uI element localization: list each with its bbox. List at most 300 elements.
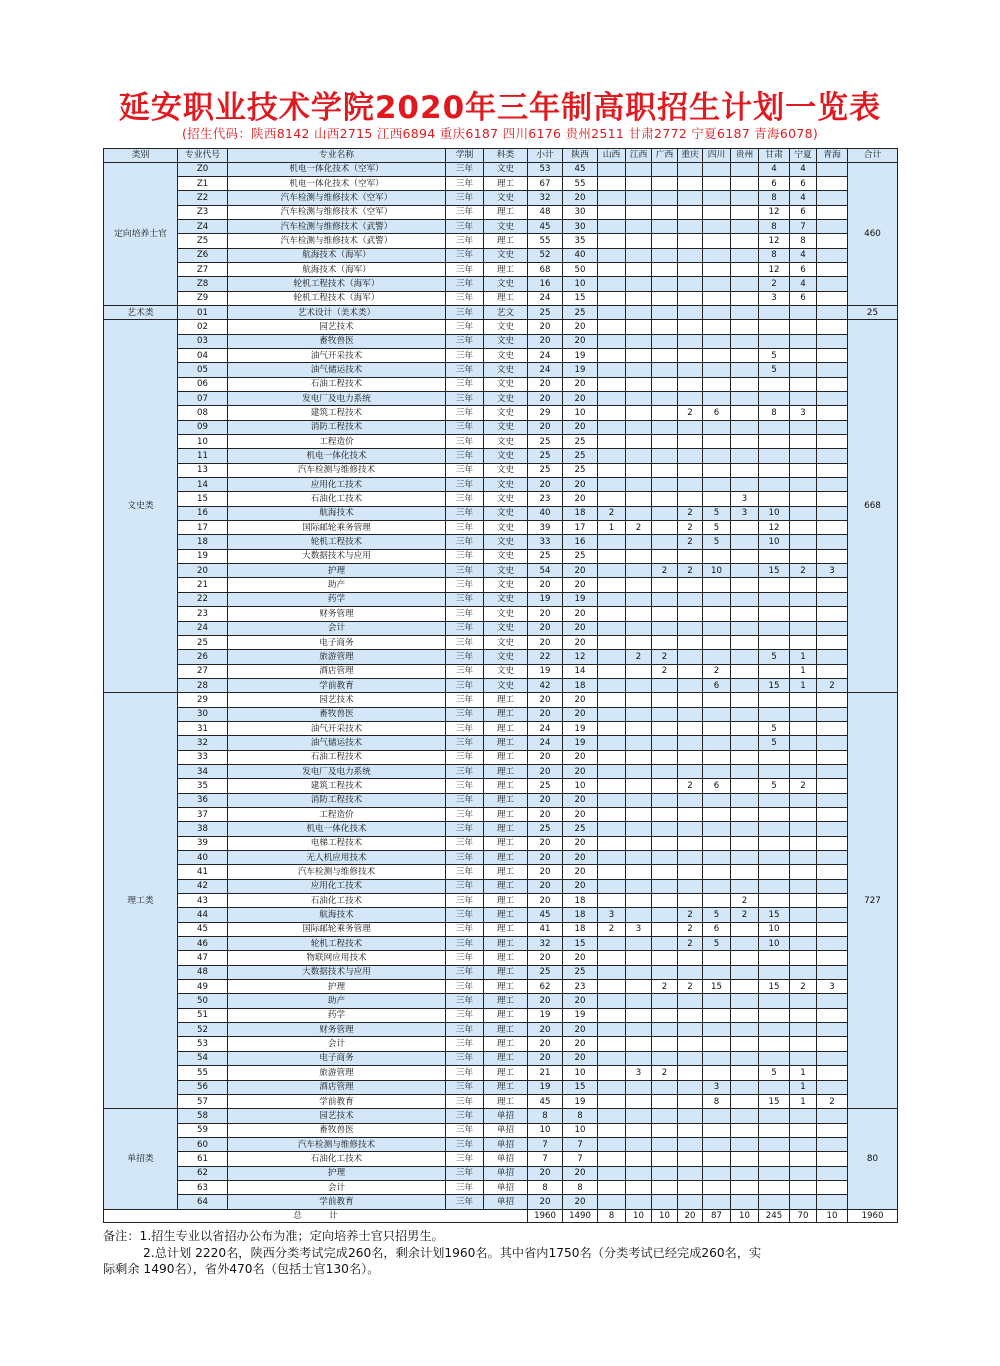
province-quota bbox=[652, 721, 678, 735]
province-quota bbox=[817, 635, 848, 649]
subtotal: 33 bbox=[528, 535, 563, 549]
province-quota bbox=[817, 492, 848, 506]
province-quota: 6 bbox=[759, 176, 790, 190]
major-code: 05 bbox=[178, 363, 228, 377]
province-quota: 20 bbox=[563, 807, 598, 821]
province-quota: 2 bbox=[678, 506, 703, 520]
subject-type: 文史 bbox=[484, 377, 528, 391]
province-quota bbox=[790, 635, 817, 649]
table-row bbox=[104, 291, 898, 305]
province-quota bbox=[678, 234, 703, 248]
subject-type: 理工 bbox=[484, 994, 528, 1008]
province-quota bbox=[678, 334, 703, 348]
province-quota bbox=[759, 549, 790, 563]
province-quota bbox=[790, 463, 817, 477]
major-name: 汽车检测与维修技术（武警） bbox=[228, 219, 446, 233]
major-code: Z1 bbox=[178, 176, 228, 190]
major-code: 07 bbox=[178, 392, 228, 406]
table-row bbox=[104, 908, 898, 922]
major-name: 学前教育 bbox=[228, 1195, 446, 1209]
province-quota bbox=[703, 793, 731, 807]
major-name: 发电厂及电力系统 bbox=[228, 392, 446, 406]
province-quota bbox=[703, 721, 731, 735]
subject-type: 理工 bbox=[484, 937, 528, 951]
subject-type: 理工 bbox=[484, 750, 528, 764]
province-quota bbox=[703, 894, 731, 908]
major-name: 会计 bbox=[228, 1180, 446, 1194]
province-quota bbox=[790, 435, 817, 449]
province-quota: 2 bbox=[678, 980, 703, 994]
province-quota bbox=[703, 578, 731, 592]
major-code: 15 bbox=[178, 492, 228, 506]
province-quota: 19 bbox=[563, 721, 598, 735]
province-quota: 18 bbox=[563, 922, 598, 936]
province-quota: 2 bbox=[678, 521, 703, 535]
province-quota bbox=[678, 965, 703, 979]
subtotal: 20 bbox=[528, 793, 563, 807]
table-row bbox=[104, 1152, 898, 1166]
province-quota bbox=[626, 549, 652, 563]
province-quota: 20 bbox=[563, 564, 598, 578]
province-quota bbox=[759, 592, 790, 606]
province-quota bbox=[626, 1037, 652, 1051]
province-quota bbox=[817, 377, 848, 391]
province-quota bbox=[731, 406, 759, 420]
subject-type: 文史 bbox=[484, 406, 528, 420]
major-code: 60 bbox=[178, 1137, 228, 1151]
province-quota bbox=[759, 851, 790, 865]
province-quota bbox=[652, 908, 678, 922]
province-quota bbox=[790, 1023, 817, 1037]
table-body bbox=[104, 162, 898, 1223]
province-quota: 20 bbox=[563, 320, 598, 334]
province-quota bbox=[759, 707, 790, 721]
province-quota bbox=[598, 191, 626, 205]
province-quota bbox=[678, 994, 703, 1008]
province-quota bbox=[731, 1180, 759, 1194]
major-code: 62 bbox=[178, 1166, 228, 1180]
province-quota bbox=[817, 463, 848, 477]
province-quota bbox=[817, 521, 848, 535]
province-quota: 12 bbox=[759, 205, 790, 219]
major-code: 63 bbox=[178, 1180, 228, 1194]
duration: 三年 bbox=[446, 1195, 484, 1209]
province-quota: 5 bbox=[759, 1066, 790, 1080]
province-quota: 3 bbox=[626, 1066, 652, 1080]
total-province-quota: 245 bbox=[759, 1209, 790, 1223]
subtotal: 67 bbox=[528, 176, 563, 190]
table-row bbox=[104, 234, 898, 248]
province-quota bbox=[703, 492, 731, 506]
province-quota bbox=[598, 363, 626, 377]
duration: 三年 bbox=[446, 1008, 484, 1022]
duration: 三年 bbox=[446, 406, 484, 420]
subject-type: 理工 bbox=[484, 951, 528, 965]
province-quota bbox=[790, 1166, 817, 1180]
province-quota bbox=[731, 549, 759, 563]
duration: 三年 bbox=[446, 219, 484, 233]
province-quota bbox=[652, 162, 678, 176]
duration: 三年 bbox=[446, 435, 484, 449]
province-quota bbox=[652, 1037, 678, 1051]
major-code: 56 bbox=[178, 1080, 228, 1094]
major-code: 29 bbox=[178, 693, 228, 707]
subject-type: 文史 bbox=[484, 420, 528, 434]
table-row bbox=[104, 162, 898, 176]
province-quota bbox=[731, 664, 759, 678]
province-quota bbox=[598, 1023, 626, 1037]
province-quota bbox=[731, 851, 759, 865]
province-quota: 2 bbox=[817, 1094, 848, 1108]
major-code: 36 bbox=[178, 793, 228, 807]
major-code: 43 bbox=[178, 894, 228, 908]
subtotal: 7 bbox=[528, 1137, 563, 1151]
major-code: 35 bbox=[178, 779, 228, 793]
province-quota bbox=[759, 635, 790, 649]
province-quota bbox=[759, 621, 790, 635]
province-quota bbox=[817, 879, 848, 893]
province-quota bbox=[626, 851, 652, 865]
province-quota: 20 bbox=[563, 578, 598, 592]
subject-type: 理工 bbox=[484, 1080, 528, 1094]
province-quota bbox=[817, 994, 848, 1008]
province-quota bbox=[759, 1166, 790, 1180]
province-quota: 2 bbox=[678, 535, 703, 549]
table-row bbox=[104, 678, 898, 692]
province-quota bbox=[652, 1080, 678, 1094]
subtotal: 32 bbox=[528, 191, 563, 205]
province-quota: 20 bbox=[563, 793, 598, 807]
province-quota bbox=[759, 478, 790, 492]
province-quota: 2 bbox=[678, 779, 703, 793]
province-quota: 20 bbox=[563, 420, 598, 434]
subtotal: 20 bbox=[528, 1037, 563, 1051]
province-quota bbox=[703, 277, 731, 291]
major-name: 建筑工程技术 bbox=[228, 406, 446, 420]
province-quota: 1 bbox=[790, 1094, 817, 1108]
province-quota bbox=[626, 822, 652, 836]
province-quota bbox=[790, 879, 817, 893]
subject-type: 理工 bbox=[484, 262, 528, 276]
duration: 三年 bbox=[446, 764, 484, 778]
table-row bbox=[104, 635, 898, 649]
duration: 三年 bbox=[446, 449, 484, 463]
province-quota bbox=[759, 822, 790, 836]
province-quota: 20 bbox=[563, 191, 598, 205]
province-quota bbox=[626, 162, 652, 176]
category-cell: 单招类 bbox=[104, 1109, 178, 1209]
province-quota bbox=[652, 1094, 678, 1108]
subtotal: 21 bbox=[528, 1066, 563, 1080]
subtotal: 20 bbox=[528, 836, 563, 850]
province-quota bbox=[626, 937, 652, 951]
duration: 三年 bbox=[446, 1080, 484, 1094]
province-quota bbox=[652, 894, 678, 908]
subtotal: 20 bbox=[528, 607, 563, 621]
province-quota bbox=[817, 578, 848, 592]
province-quota bbox=[678, 463, 703, 477]
province-quota bbox=[678, 449, 703, 463]
province-quota bbox=[678, 721, 703, 735]
province-quota bbox=[703, 836, 731, 850]
province-quota bbox=[652, 693, 678, 707]
major-code: 64 bbox=[178, 1195, 228, 1209]
major-name: 酒店管理 bbox=[228, 1080, 446, 1094]
subject-type: 理工 bbox=[484, 822, 528, 836]
province-quota: 15 bbox=[759, 678, 790, 692]
province-quota bbox=[731, 879, 759, 893]
province-quota: 30 bbox=[563, 205, 598, 219]
province-quota: 10 bbox=[759, 937, 790, 951]
province-quota: 12 bbox=[759, 521, 790, 535]
province-quota: 3 bbox=[817, 564, 848, 578]
province-quota bbox=[817, 822, 848, 836]
province-quota bbox=[731, 420, 759, 434]
subject-type: 文史 bbox=[484, 248, 528, 262]
category-cell: 艺术类 bbox=[104, 305, 178, 319]
province-quota bbox=[626, 894, 652, 908]
subject-type: 理工 bbox=[484, 693, 528, 707]
province-quota bbox=[817, 291, 848, 305]
province-quota bbox=[703, 549, 731, 563]
province-quota bbox=[678, 320, 703, 334]
subject-type: 单招 bbox=[484, 1109, 528, 1123]
subtotal: 23 bbox=[528, 492, 563, 506]
major-name: 石油工程技术 bbox=[228, 377, 446, 391]
group-total: 460 bbox=[848, 162, 898, 305]
province-quota: 1 bbox=[790, 678, 817, 692]
province-quota bbox=[731, 1008, 759, 1022]
major-code: 32 bbox=[178, 736, 228, 750]
province-quota bbox=[598, 1109, 626, 1123]
province-quota: 25 bbox=[563, 822, 598, 836]
subject-type: 文史 bbox=[484, 435, 528, 449]
province-quota bbox=[817, 1195, 848, 1209]
province-quota bbox=[626, 262, 652, 276]
province-quota: 2 bbox=[598, 922, 626, 936]
major-name: 汽车检测与维修技术（武警） bbox=[228, 234, 446, 248]
major-name: 园艺技术 bbox=[228, 320, 446, 334]
province-quota: 2 bbox=[652, 564, 678, 578]
major-code: 17 bbox=[178, 521, 228, 535]
subtotal: 20 bbox=[528, 320, 563, 334]
province-quota bbox=[652, 191, 678, 205]
enrollment-codes: (招生代码：陕西8142 山西2715 江西6894 重庆6187 四川6176 贵州2511 甘肃2772 宁夏6187 青海6078) bbox=[181, 126, 819, 141]
province-quota: 20 bbox=[563, 635, 598, 649]
province-quota: 12 bbox=[563, 650, 598, 664]
table-row bbox=[104, 707, 898, 721]
province-quota bbox=[790, 334, 817, 348]
province-quota bbox=[652, 635, 678, 649]
province-quota: 25 bbox=[563, 435, 598, 449]
table-row bbox=[104, 564, 898, 578]
province-quota: 3 bbox=[731, 492, 759, 506]
note-2: 2.总计划 2220名，陕西分类考试完成260名，剩余计划1960名。其中省内1750名（分类考试已经完成260名，实 bbox=[143, 1245, 762, 1260]
province-quota bbox=[731, 291, 759, 305]
subtotal: 20 bbox=[528, 1195, 563, 1209]
province-quota bbox=[703, 320, 731, 334]
table-row bbox=[104, 664, 898, 678]
province-quota bbox=[598, 205, 626, 219]
major-code: 30 bbox=[178, 707, 228, 721]
duration: 三年 bbox=[446, 549, 484, 563]
province-quota bbox=[731, 1152, 759, 1166]
province-quota bbox=[678, 678, 703, 692]
province-quota bbox=[598, 836, 626, 850]
province-quota bbox=[678, 664, 703, 678]
province-quota bbox=[652, 736, 678, 750]
duration: 三年 bbox=[446, 1023, 484, 1037]
province-quota bbox=[598, 377, 626, 391]
province-quota bbox=[759, 894, 790, 908]
subject-type: 理工 bbox=[484, 1008, 528, 1022]
duration: 三年 bbox=[446, 578, 484, 592]
province-quota bbox=[652, 435, 678, 449]
province-quota bbox=[626, 219, 652, 233]
major-code: 53 bbox=[178, 1037, 228, 1051]
duration: 三年 bbox=[446, 320, 484, 334]
province-quota bbox=[817, 1166, 848, 1180]
province-quota bbox=[817, 1152, 848, 1166]
subject-type: 理工 bbox=[484, 879, 528, 893]
province-quota bbox=[652, 836, 678, 850]
province-quota: 5 bbox=[703, 908, 731, 922]
province-quota bbox=[652, 478, 678, 492]
province-quota: 2 bbox=[652, 1066, 678, 1080]
notes bbox=[103, 1228, 903, 1278]
province-quota: 1 bbox=[790, 1080, 817, 1094]
province-quota bbox=[678, 162, 703, 176]
province-quota bbox=[703, 607, 731, 621]
province-quota bbox=[678, 1180, 703, 1194]
province-quota bbox=[703, 377, 731, 391]
province-quota bbox=[678, 807, 703, 821]
province-quota: 20 bbox=[563, 693, 598, 707]
major-code: 26 bbox=[178, 650, 228, 664]
province-quota bbox=[598, 822, 626, 836]
column-header: 陕西 bbox=[563, 149, 598, 163]
province-quota bbox=[759, 965, 790, 979]
province-quota bbox=[626, 678, 652, 692]
province-quota bbox=[678, 1080, 703, 1094]
province-quota bbox=[790, 721, 817, 735]
province-quota: 8 bbox=[759, 219, 790, 233]
table-row bbox=[104, 793, 898, 807]
province-quota bbox=[598, 1066, 626, 1080]
province-quota bbox=[598, 305, 626, 319]
province-quota bbox=[817, 176, 848, 190]
province-quota bbox=[652, 291, 678, 305]
province-quota bbox=[790, 535, 817, 549]
subject-type: 文史 bbox=[484, 650, 528, 664]
province-quota bbox=[703, 965, 731, 979]
major-name: 发电厂及电力系统 bbox=[228, 764, 446, 778]
province-quota bbox=[598, 807, 626, 821]
province-quota: 18 bbox=[563, 908, 598, 922]
province-quota bbox=[598, 764, 626, 778]
province-quota: 20 bbox=[563, 994, 598, 1008]
province-quota bbox=[790, 822, 817, 836]
province-quota bbox=[703, 994, 731, 1008]
province-quota bbox=[759, 377, 790, 391]
province-quota bbox=[731, 363, 759, 377]
major-name: 油气储运技术 bbox=[228, 736, 446, 750]
province-quota bbox=[626, 994, 652, 1008]
major-code: 58 bbox=[178, 1109, 228, 1123]
province-quota bbox=[598, 162, 626, 176]
major-name: 学前教育 bbox=[228, 678, 446, 692]
table-row bbox=[104, 937, 898, 951]
province-quota bbox=[626, 492, 652, 506]
table-row bbox=[104, 807, 898, 821]
table-row bbox=[104, 1094, 898, 1108]
province-quota: 19 bbox=[563, 736, 598, 750]
province-quota bbox=[703, 248, 731, 262]
province-quota: 5 bbox=[759, 721, 790, 735]
province-quota bbox=[731, 779, 759, 793]
province-quota bbox=[678, 205, 703, 219]
province-quota bbox=[790, 305, 817, 319]
column-header: 类别 bbox=[104, 149, 178, 163]
province-quota bbox=[731, 922, 759, 936]
enrollment-plan-table bbox=[103, 148, 898, 1223]
subtotal: 68 bbox=[528, 262, 563, 276]
major-code: 54 bbox=[178, 1051, 228, 1065]
province-quota: 2 bbox=[678, 406, 703, 420]
duration: 三年 bbox=[446, 793, 484, 807]
province-quota bbox=[678, 1037, 703, 1051]
province-quota bbox=[817, 865, 848, 879]
subject-type: 理工 bbox=[484, 1066, 528, 1080]
province-quota bbox=[703, 1109, 731, 1123]
province-quota bbox=[652, 750, 678, 764]
column-header: 贵州 bbox=[731, 149, 759, 163]
duration: 三年 bbox=[446, 176, 484, 190]
province-quota bbox=[790, 420, 817, 434]
province-quota bbox=[731, 750, 759, 764]
major-name: 园艺技术 bbox=[228, 693, 446, 707]
table-row bbox=[104, 764, 898, 778]
subject-type: 理工 bbox=[484, 793, 528, 807]
province-quota bbox=[598, 248, 626, 262]
province-quota bbox=[817, 965, 848, 979]
subtotal: 62 bbox=[528, 980, 563, 994]
duration: 三年 bbox=[446, 1094, 484, 1108]
subtotal: 54 bbox=[528, 564, 563, 578]
province-quota bbox=[817, 707, 848, 721]
major-code: 52 bbox=[178, 1023, 228, 1037]
province-quota bbox=[790, 994, 817, 1008]
province-quota bbox=[759, 865, 790, 879]
province-quota bbox=[817, 234, 848, 248]
group-total: 727 bbox=[848, 693, 898, 1109]
province-quota: 20 bbox=[563, 836, 598, 850]
major-name: 工程造价 bbox=[228, 807, 446, 821]
table-row bbox=[104, 320, 898, 334]
duration: 三年 bbox=[446, 836, 484, 850]
province-quota bbox=[759, 994, 790, 1008]
table-row bbox=[104, 377, 898, 391]
province-quota bbox=[790, 764, 817, 778]
province-quota: 2 bbox=[626, 650, 652, 664]
major-code: 28 bbox=[178, 678, 228, 692]
province-quota bbox=[678, 750, 703, 764]
province-quota bbox=[626, 693, 652, 707]
province-quota bbox=[790, 807, 817, 821]
major-code: 47 bbox=[178, 951, 228, 965]
province-quota bbox=[759, 1152, 790, 1166]
province-quota bbox=[703, 176, 731, 190]
